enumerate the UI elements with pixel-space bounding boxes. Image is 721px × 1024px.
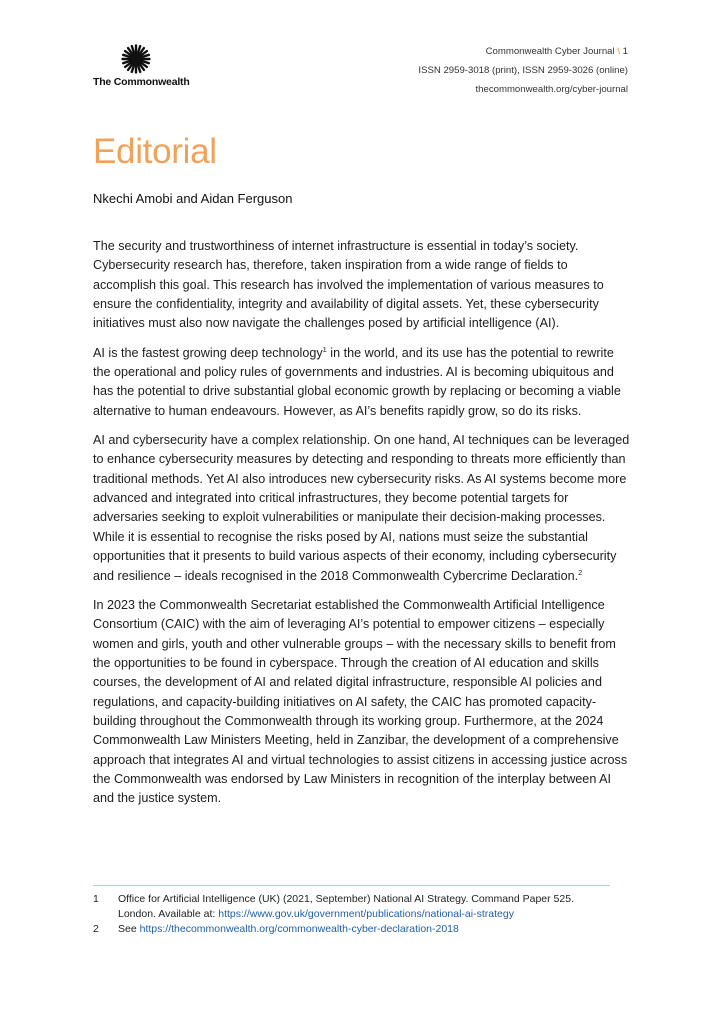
- journal-name: Commonwealth Cyber Journal: [485, 46, 615, 57]
- footnote-number: 2: [93, 923, 99, 935]
- footnote-ref-2[interactable]: 2: [578, 567, 583, 577]
- issn: ISSN 2959-3018 (print), ISSN 2959-3026 (online): [418, 65, 628, 76]
- footnote-text: [118, 892, 613, 922]
- paragraph-1: The security and trustworthiness of internet infrastructure is essential in today’s society. Cybersecurity research has, therefore, taken inspiration from a wide range of fields to accomplish this goal. This research has involved the implementation of various measures to ensure the confidentiality, integrity and availability of digital assets. Yet, these cybersecurity initiatives must also now navigate the challenges posed by artificial intelligence (AI).: [93, 239, 604, 331]
- journal-url[interactable]: thecommonwealth.org/cyber-journal: [475, 84, 628, 95]
- article-body: [93, 237, 633, 819]
- footnote-text: [118, 922, 613, 937]
- paragraph-2: [93, 344, 633, 421]
- footnote-citation: Office for Artificial Intelligence (UK) (2021, September) National AI Strategy. Command Paper 525. London. Available at:: [118, 893, 574, 920]
- authors: Nkechi Amobi and Aidan Ferguson: [93, 191, 293, 206]
- commonwealth-emblem-icon: [121, 44, 151, 74]
- footnote-number: 1: [93, 893, 99, 905]
- footnote-ref-1[interactable]: 1: [322, 344, 327, 354]
- footnote-divider: [93, 885, 610, 886]
- footnote-link[interactable]: https://thecommonwealth.org/commonwealth-cyber-declaration-2018: [139, 923, 459, 935]
- footnote-citation: See: [118, 923, 140, 935]
- paragraph-3-text: AI and cybersecurity have a complex relationship. On one hand, AI techniques can be leveraged to enhance cybersecurity measures by detecting and responding to threats more efficiently than traditional methods. Yet AI also introduces new cybersecurity risks. As AI systems become more advanced and integrated into critical infrastructures, they become potential targets for adversaries seeking to exploit vulnerabilities or manipulate their decision-making processes. While it is essential to recognise the risks posed by AI, nations must seize the substantial opportunities that it presents to build various aspects of their economy, including cybersecurity and resilience – ideals recognised in the 2018 Commonwealth Cybercrime Declaration.: [93, 433, 630, 583]
- page-separator: \: [617, 46, 623, 57]
- journal-header: [418, 42, 628, 99]
- page-title: Editorial: [93, 132, 217, 171]
- footnote-1: [93, 892, 613, 922]
- paragraph-3: [93, 431, 633, 586]
- paragraph-4: In 2023 the Commonwealth Secretariat established the Commonwealth Artificial Intelligence Consortium (CAIC) with the aim of leveraging AI’s potential to empower citizens – especially women and girls, youth and other vulnerable groups – with the necessary skills to benefit from the opportunities to be found in cyberspace. Through the creation of AI education and skills courses, the development of AI and related digital infrastructure, responsible AI policies and regulations, and capacity-building initiatives on AI safety, the CAIC has promoted capacity-building throughout the Commonwealth through its working group. Furthermore, at the 2024 Commonwealth Law Ministers Meeting, held in Zanzibar, the development of a comprehensive approach that integrates AI and virtual technologies to assist citizens in accessing justice across the Commonwealth was endorsed by Law Ministers in recognition of the interplay between AI and the justice system.: [93, 597, 628, 806]
- footnote-2: [93, 922, 613, 937]
- footnotes: [93, 892, 613, 937]
- footnote-link[interactable]: https://www.gov.uk/government/publications/national-ai-strategy: [218, 908, 514, 920]
- commonwealth-logo: [93, 44, 193, 88]
- paragraph-2-text-a: AI is the fastest growing deep technology: [93, 345, 323, 360]
- journal-line: [418, 42, 628, 61]
- paragraph-2-text-b: in the world, and its use has the potential to rewrite the operational and policy rules of governments and industries. AI is becoming ubiquitous and has the potential to drive substantial global economic growth by replacing or becoming a viable alternative to human endeavours. However, as AI’s benefits rapidly grow, so do its risks.: [93, 345, 621, 418]
- logo-text: The Commonwealth: [93, 76, 190, 88]
- page-number: 1: [622, 46, 628, 57]
